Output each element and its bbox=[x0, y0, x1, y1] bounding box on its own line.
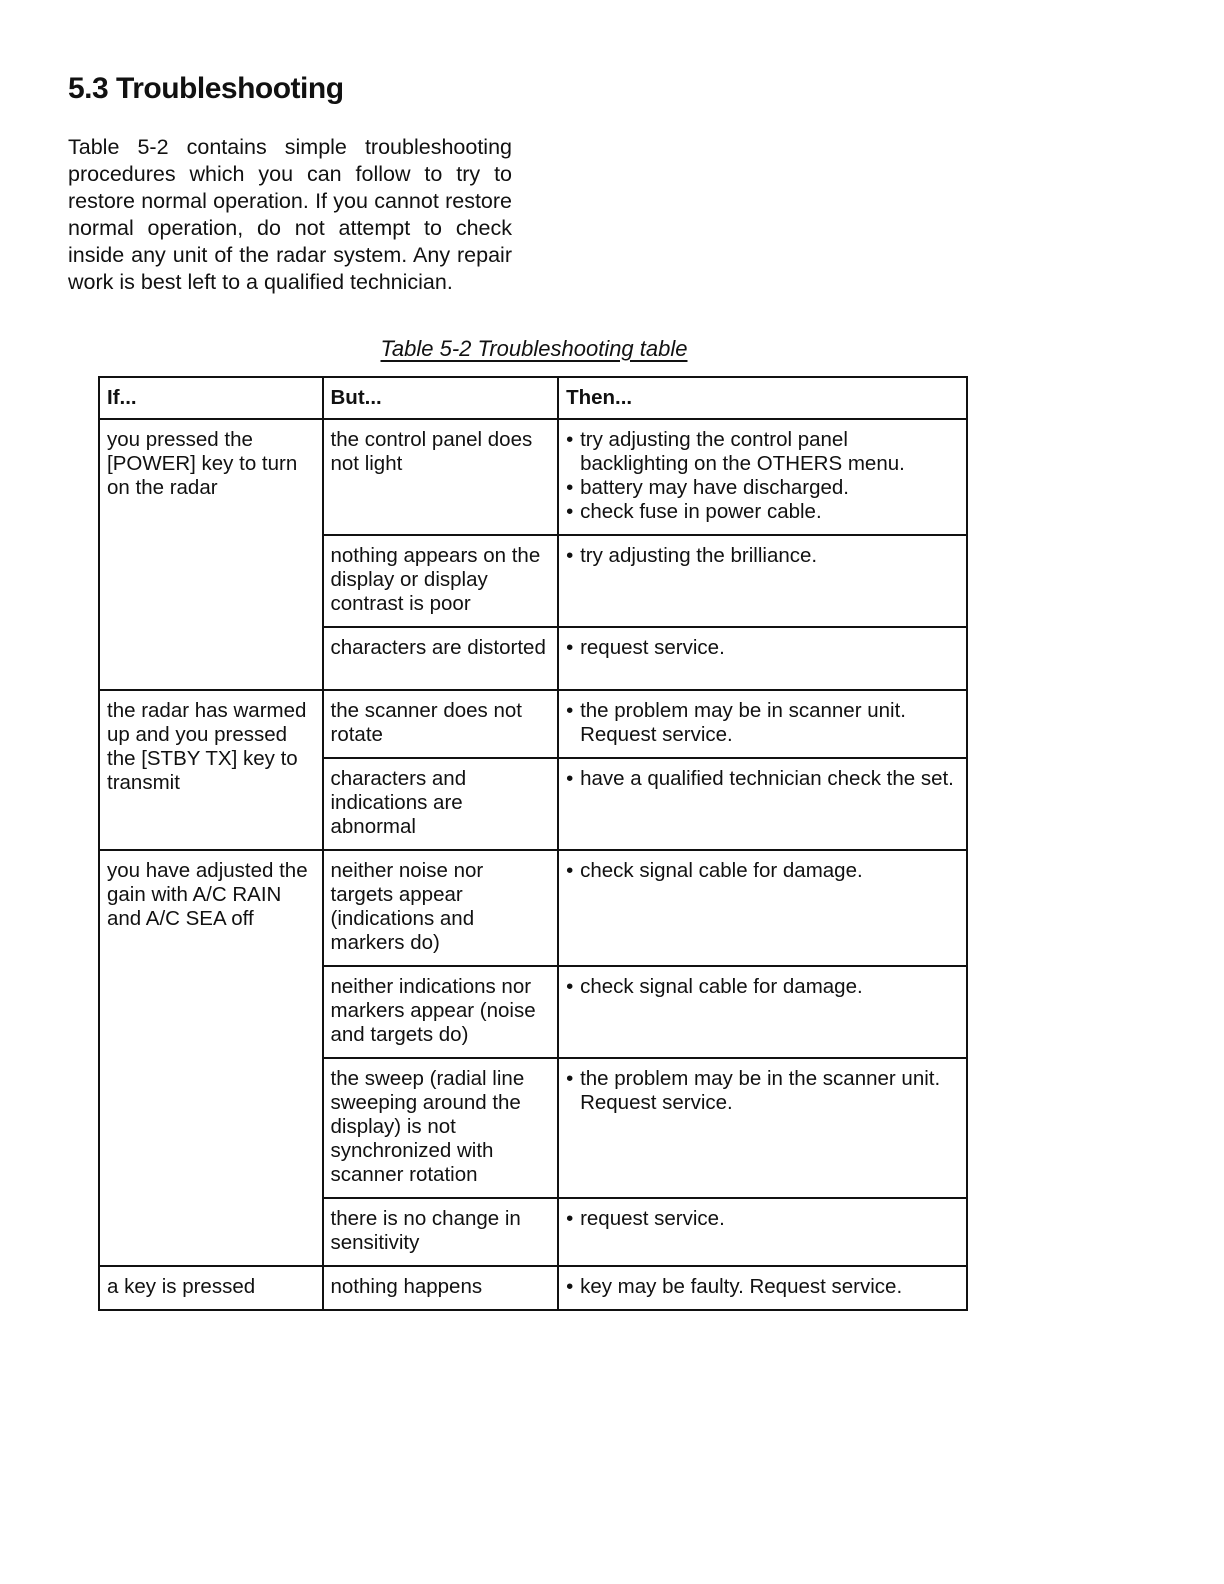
then-cell bbox=[558, 627, 967, 690]
intro-paragraph: Table 5-2 contains simple troubleshooting procedures which you can follow to try to restore normal operation. If you cannot restore normal operation, do not attempt to check inside any unit of the radar system. Any repair work is best left to a qualified technician. bbox=[68, 135, 512, 294]
then-cell bbox=[558, 850, 967, 966]
then-item: • the problem may be in scanner unit. Request service. bbox=[566, 699, 960, 747]
if-cell: a key is pressed bbox=[99, 1266, 323, 1310]
but-cell: the control panel does not light bbox=[323, 419, 559, 535]
then-item: • check signal cable for damage. bbox=[566, 859, 960, 883]
then-cell bbox=[558, 1058, 967, 1198]
table-row bbox=[99, 690, 967, 758]
then-cell bbox=[558, 690, 967, 758]
but-cell: neither indications nor markers appear (noise and targets do) bbox=[323, 966, 559, 1058]
then-item: • check signal cable for damage. bbox=[566, 975, 960, 999]
but-cell: nothing appears on the display or display contrast is poor bbox=[323, 535, 559, 627]
then-item: • try adjusting the brilliance. bbox=[566, 544, 960, 568]
but-cell: the scanner does not rotate bbox=[323, 690, 559, 758]
then-cell bbox=[558, 966, 967, 1058]
section-title: 5.3 Troubleshooting bbox=[68, 72, 344, 105]
then-item: • key may be faulty. Request service. bbox=[566, 1275, 960, 1299]
header-but: But... bbox=[323, 377, 559, 419]
table-header-row bbox=[99, 377, 967, 419]
then-item: • check fuse in power cable. bbox=[566, 500, 960, 524]
then-item: • have a qualified technician check the set. bbox=[566, 767, 960, 791]
then-cell bbox=[558, 535, 967, 627]
then-cell bbox=[558, 758, 967, 850]
but-cell: there is no change in sensitivity bbox=[323, 1198, 559, 1266]
table-row bbox=[99, 1266, 967, 1310]
but-cell: neither noise nor targets appear (indications and markers do) bbox=[323, 850, 559, 966]
then-item: • the problem may be in the scanner unit. Request service. bbox=[566, 1067, 960, 1115]
but-cell: nothing happens bbox=[323, 1266, 559, 1310]
table-row bbox=[99, 850, 967, 966]
table-caption bbox=[100, 336, 968, 362]
but-cell: characters and indications are abnormal bbox=[323, 758, 559, 850]
if-cell: you have adjusted the gain with A/C RAIN and A/C SEA off bbox=[99, 850, 323, 1266]
but-cell: characters are distorted bbox=[323, 627, 559, 690]
then-cell bbox=[558, 1266, 967, 1310]
if-cell: you pressed the [POWER] key to turn on the radar bbox=[99, 419, 323, 690]
but-cell: the sweep (radial line sweeping around the display) is not synchronized with scanner rotation bbox=[323, 1058, 559, 1198]
if-cell: the radar has warmed up and you pressed the [STBY TX] key to transmit bbox=[99, 690, 323, 850]
then-cell bbox=[558, 419, 967, 535]
then-item: • request service. bbox=[566, 1207, 960, 1231]
troubleshooting-table bbox=[98, 376, 968, 1311]
then-item: • battery may have discharged. bbox=[566, 476, 960, 500]
table-caption-text: Table 5-2 Troubleshooting table bbox=[380, 336, 688, 361]
header-if: If... bbox=[99, 377, 323, 419]
header-then: Then... bbox=[558, 377, 967, 419]
then-cell bbox=[558, 1198, 967, 1266]
then-item: • try adjusting the control panel backlighting on the OTHERS menu. bbox=[566, 428, 960, 476]
then-item: • request service. bbox=[566, 636, 960, 660]
table-row bbox=[99, 419, 967, 535]
